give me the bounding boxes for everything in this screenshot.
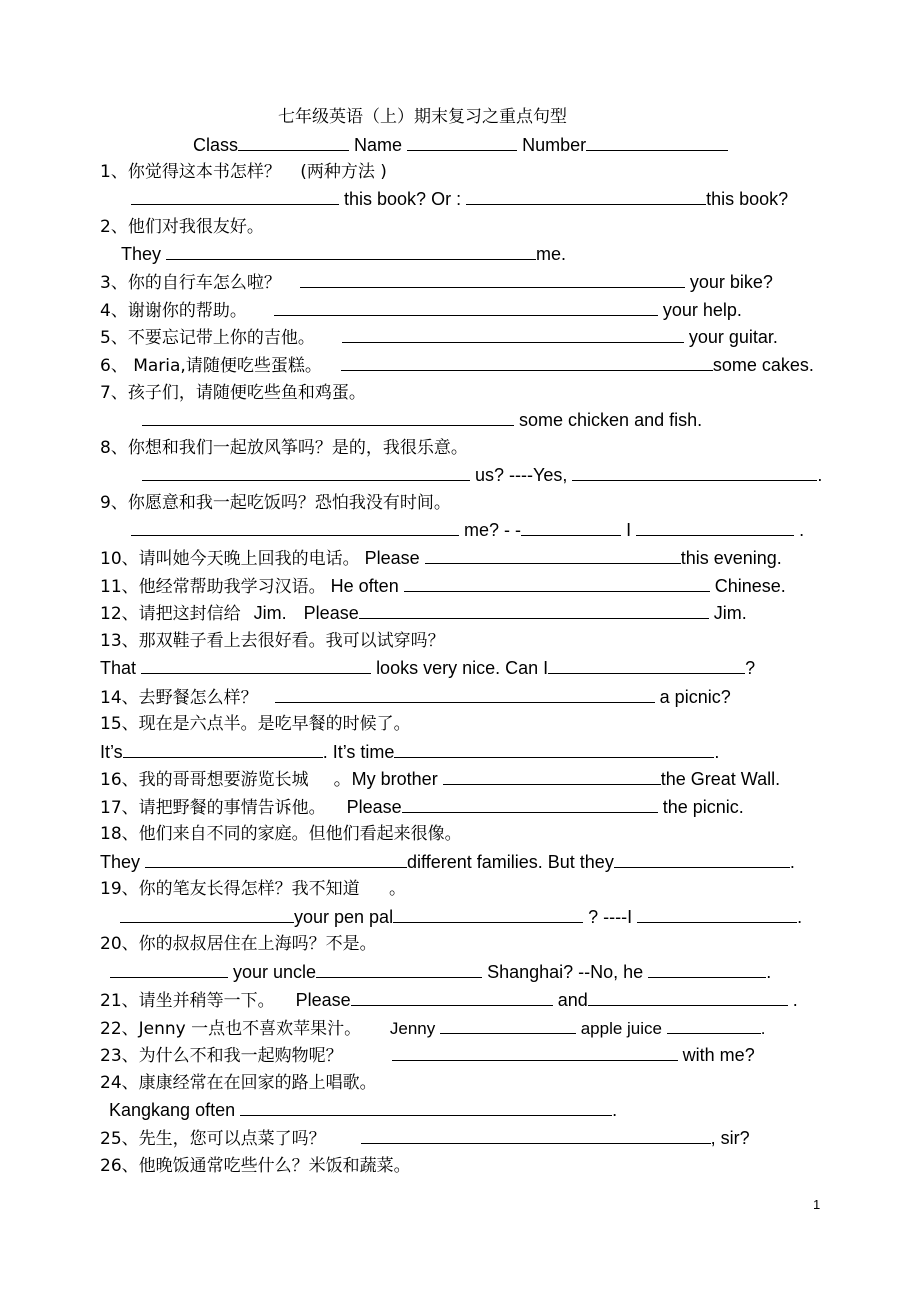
class-label: Class xyxy=(193,135,239,155)
question-10 xyxy=(100,547,782,570)
answer-text: a picnic? xyxy=(659,687,731,707)
answer-blank[interactable] xyxy=(614,851,790,868)
answer-text: Kangkang often xyxy=(109,1100,236,1120)
answer-text: . xyxy=(612,1100,618,1120)
question-text: 5、不要忘记带上你的吉他。 xyxy=(100,328,315,348)
answer-text: the Great Wall. xyxy=(660,769,781,789)
question-text: 15、现在是六点半。是吃早餐的时候了。 xyxy=(100,714,411,734)
answer-blank[interactable] xyxy=(667,1017,761,1034)
number-blank[interactable] xyxy=(586,134,728,151)
answer-text: Chinese. xyxy=(714,576,786,596)
answer-text: That xyxy=(100,658,137,678)
answer-line-9 xyxy=(131,519,804,541)
answer-text: I xyxy=(626,520,632,540)
answer-text: - - xyxy=(504,520,522,540)
answer-blank[interactable] xyxy=(393,906,583,923)
answer-line-7 xyxy=(142,409,702,431)
name-blank[interactable] xyxy=(407,134,517,151)
answer-blank[interactable] xyxy=(131,188,339,205)
answer-blank[interactable] xyxy=(142,464,470,481)
question-15 xyxy=(100,713,411,735)
answer-blank[interactable] xyxy=(392,1044,678,1061)
answer-blank[interactable] xyxy=(443,768,661,785)
question-14 xyxy=(100,686,731,709)
answer-text: Jim. xyxy=(713,603,747,623)
answer-text: . xyxy=(766,962,772,982)
question-text: 26、他晚饭通常吃些什么？米饭和蔬菜。 xyxy=(100,1156,411,1176)
answer-text: and xyxy=(557,990,588,1010)
answer-blank[interactable] xyxy=(342,326,684,343)
question-17 xyxy=(100,796,744,819)
question-text: 17、请把野餐的事情告诉他。 xyxy=(100,798,326,818)
answer-text: different families. But they xyxy=(407,852,614,872)
answer-blank[interactable] xyxy=(521,519,621,536)
question-23 xyxy=(100,1044,755,1067)
answer-text: . xyxy=(817,465,823,485)
question-text: 12、请把这封信给 xyxy=(100,604,241,624)
answer-text: with me? xyxy=(682,1045,755,1065)
question-4 xyxy=(100,299,742,322)
answer-text: Shanghai? --No, he xyxy=(487,962,644,982)
question-text: 10、请叫她今天晚上回我的电话。 xyxy=(100,549,360,569)
answer-blank[interactable] xyxy=(637,906,797,923)
question-22 xyxy=(100,1017,765,1040)
answer-blank[interactable] xyxy=(145,851,407,868)
question-text: 24、康康经常在在回家的路上唱歌。 xyxy=(100,1073,377,1093)
answer-line-15 xyxy=(100,741,719,763)
answer-blank[interactable] xyxy=(636,519,794,536)
question-text: 22、Jenny 一点也不喜欢苹果汁。 xyxy=(100,1019,362,1039)
answer-blank[interactable] xyxy=(402,796,658,813)
class-blank[interactable] xyxy=(238,134,349,151)
answer-blank[interactable] xyxy=(316,961,482,978)
question-text: 19、你的笔友长得怎样？我不知道 xyxy=(100,879,360,899)
answer-text: this book? xyxy=(706,189,789,209)
page-title: 七年级英语（上）期末复习之重点句型 xyxy=(278,107,567,127)
answer-line-13 xyxy=(100,657,755,679)
question-6 xyxy=(100,354,814,377)
answer-text: Please xyxy=(364,548,420,568)
answer-text: . xyxy=(789,852,795,872)
question-21 xyxy=(100,989,798,1012)
answer-text: They xyxy=(100,852,141,872)
answer-text: . xyxy=(760,1019,766,1038)
answer-blank[interactable] xyxy=(110,961,228,978)
answer-text: . xyxy=(797,907,803,927)
answer-text: He often xyxy=(330,576,399,596)
answer-text: . xyxy=(792,990,798,1010)
name-label: Name xyxy=(354,135,403,155)
answer-text: your pen pal xyxy=(294,907,394,927)
answer-text: ? ----I xyxy=(588,907,633,927)
answer-text: the picnic. xyxy=(662,797,744,817)
answer-blank[interactable] xyxy=(404,575,710,592)
question-text: 25、先生，您可以点菜了吗？ xyxy=(100,1129,326,1149)
answer-blank[interactable] xyxy=(142,409,514,426)
question-3 xyxy=(100,271,773,294)
answer-blank[interactable] xyxy=(425,547,681,564)
answer-text: me. xyxy=(536,244,567,264)
answer-blank[interactable] xyxy=(466,188,706,205)
answer-text: They xyxy=(121,244,162,264)
answer-blank[interactable] xyxy=(361,1127,711,1144)
answer-text: . It’s time xyxy=(322,742,395,762)
answer-line-1 xyxy=(131,188,788,210)
answer-blank[interactable] xyxy=(141,657,371,674)
answer-blank[interactable] xyxy=(572,464,817,481)
question-text: 14、去野餐怎么样？ xyxy=(100,688,258,708)
answer-blank[interactable] xyxy=(341,354,713,371)
question-18 xyxy=(100,823,462,845)
question-note: (两种方法 ) xyxy=(300,162,387,182)
answer-line-18 xyxy=(100,851,795,873)
question-text: 4、谢谢你的帮助。 xyxy=(100,301,247,321)
number-label: Number xyxy=(522,135,587,155)
header-fields xyxy=(193,134,728,156)
answer-text: Jenny xyxy=(389,1019,436,1038)
answer-text: me? xyxy=(464,520,500,540)
question-9 xyxy=(100,492,451,514)
answer-blank[interactable] xyxy=(120,906,294,923)
question-text: 11、他经常帮助我学习汉语。 xyxy=(100,577,326,597)
answer-line-8 xyxy=(142,464,822,486)
answer-blank[interactable] xyxy=(275,686,655,703)
answer-text: Please xyxy=(295,990,351,1010)
answer-blank[interactable] xyxy=(166,243,536,260)
answer-blank[interactable] xyxy=(648,961,766,978)
answer-blank[interactable] xyxy=(359,602,709,619)
question-25 xyxy=(100,1127,750,1150)
question-text: 。 xyxy=(389,879,407,899)
answer-line-19 xyxy=(120,906,802,928)
answer-line-24 xyxy=(109,1099,617,1121)
question-24 xyxy=(100,1072,377,1094)
question-text: 9、你愿意和我一起吃饭吗？恐怕我没有时间。 xyxy=(100,493,451,513)
question-11 xyxy=(100,575,786,598)
question-2 xyxy=(100,216,264,238)
answer-blank[interactable] xyxy=(394,741,714,758)
answer-text: . xyxy=(714,742,720,762)
question-text: 3、你的自行车怎么啦？ xyxy=(100,273,281,293)
answer-text: 。My brother xyxy=(333,769,438,789)
question-20 xyxy=(100,933,377,955)
answer-blank[interactable] xyxy=(274,299,658,316)
answer-text: your guitar. xyxy=(688,327,778,347)
answer-text: ? xyxy=(745,658,756,678)
answer-blank[interactable] xyxy=(300,271,685,288)
question-26 xyxy=(100,1155,411,1177)
answer-text: It’s xyxy=(100,742,123,762)
answer-blank[interactable] xyxy=(440,1017,576,1034)
answer-text: some chicken and fish. xyxy=(519,410,703,430)
question-text: 2、他们对我很友好。 xyxy=(100,217,264,237)
answer-text: your help. xyxy=(662,300,742,320)
answer-blank[interactable] xyxy=(351,989,553,1006)
question-1 xyxy=(100,161,387,183)
question-text: 21、请坐并稍等一下。 xyxy=(100,991,275,1011)
question-7 xyxy=(100,382,366,404)
answer-text: your bike? xyxy=(689,272,773,292)
answer-line-20 xyxy=(110,961,771,983)
question-text: 8、你想和我们一起放风筝吗？是的，我很乐意。 xyxy=(100,438,468,458)
question-12 xyxy=(100,602,747,625)
question-text: 23、为什么不和我一起购物呢？ xyxy=(100,1046,343,1066)
answer-blank[interactable] xyxy=(131,519,459,536)
question-16 xyxy=(100,768,780,791)
question-text: 7、孩子们，请随便吃些鱼和鸡蛋。 xyxy=(100,383,366,403)
answer-blank[interactable] xyxy=(123,741,323,758)
answer-text: this book? Or : xyxy=(344,189,462,209)
page-number: 1 xyxy=(813,1197,821,1212)
question-text: 18、他们来自不同的家庭。但他们看起来很像。 xyxy=(100,824,462,844)
question-text: 13、那双鞋子看上去很好看。我可以试穿吗？ xyxy=(100,631,445,651)
answer-text: your uncle xyxy=(233,962,317,982)
question-text: 20、你的叔叔居住在上海吗？不是。 xyxy=(100,934,377,954)
answer-line-2 xyxy=(121,243,566,265)
question-text: 1、你觉得这本书怎样？ xyxy=(100,162,281,182)
answer-text: , sir? xyxy=(710,1128,750,1148)
answer-blank[interactable] xyxy=(240,1099,612,1116)
question-text: 16、我的哥哥想要游览长城 xyxy=(100,770,309,790)
question-text: 6、 Maria,请随便吃些蛋糕。 xyxy=(100,356,322,376)
question-19 xyxy=(100,878,406,900)
answer-text: us? ----Yes, xyxy=(475,465,568,485)
answer-blank[interactable] xyxy=(588,989,788,1006)
answer-text: Jim. xyxy=(253,603,287,623)
question-13 xyxy=(100,630,445,652)
answer-text: Please xyxy=(303,603,359,623)
answer-text: Please xyxy=(346,797,402,817)
answer-text: some cakes. xyxy=(712,355,814,375)
answer-blank[interactable] xyxy=(548,657,745,674)
answer-text: looks very nice. Can I xyxy=(376,658,549,678)
answer-text: apple juice xyxy=(580,1019,662,1038)
question-8 xyxy=(100,437,468,459)
answer-text: this evening. xyxy=(680,548,782,568)
question-5 xyxy=(100,326,778,349)
answer-text: . xyxy=(799,520,805,540)
